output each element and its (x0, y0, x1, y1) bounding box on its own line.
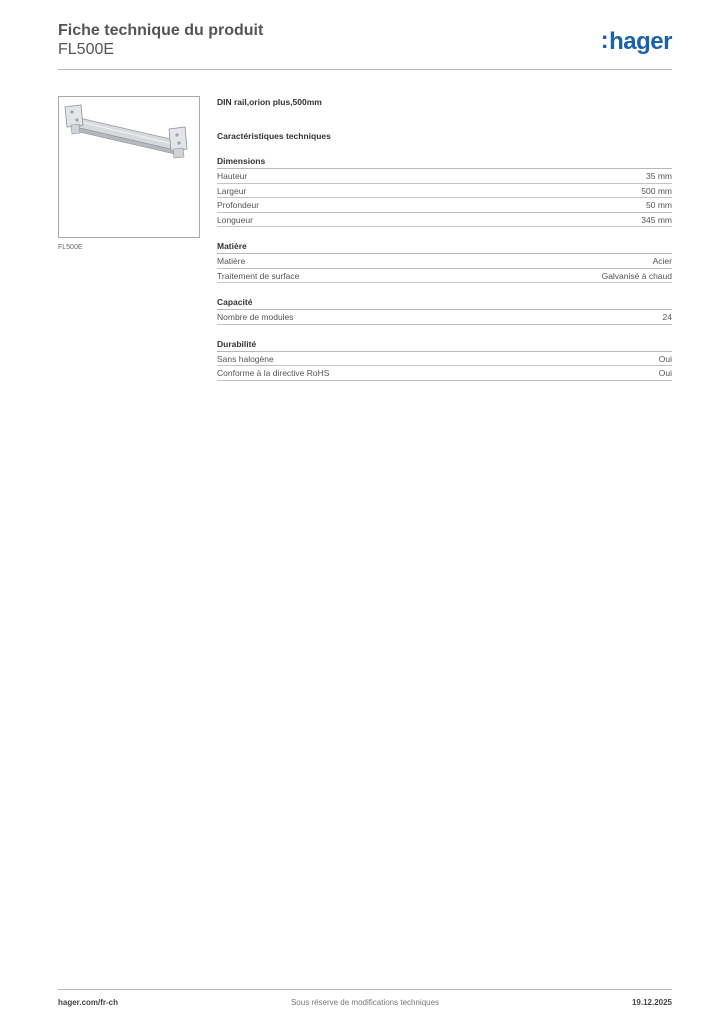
spec-value: Oui (658, 353, 672, 364)
specifications-panel (217, 96, 672, 381)
spec-row (217, 213, 672, 228)
spec-label: Sans halogène (217, 353, 274, 364)
din-rail-product-image (61, 99, 197, 169)
spec-value: 345 mm (641, 214, 672, 225)
spec-row (217, 198, 672, 213)
spec-row (217, 169, 672, 184)
hager-logo: :hager (600, 27, 672, 55)
spec-label: Matière (217, 256, 246, 266)
spec-row (217, 366, 672, 381)
header-divider (58, 69, 672, 70)
spec-label: Conforme à la directive RoHS (217, 368, 330, 378)
spec-label: Profondeur (217, 200, 260, 210)
spec-row (217, 254, 672, 269)
spec-value: 500 mm (641, 185, 672, 196)
group-title: Dimensions (217, 155, 672, 169)
group-title: Durabilité (217, 338, 672, 352)
spec-row (217, 352, 672, 367)
product-image-frame (58, 96, 200, 238)
page-footer (58, 998, 672, 1010)
document-title: Fiche technique du produit (58, 22, 264, 39)
spec-label: Traitement de surface (217, 270, 300, 281)
spec-value: 35 mm (646, 171, 672, 181)
spec-value: Oui (658, 368, 672, 378)
spec-value: Acier (652, 256, 672, 266)
spec-group-dimensions (217, 155, 672, 227)
spec-value: 24 (662, 312, 672, 322)
logo-text: hager (609, 28, 672, 55)
product-description: DIN rail,orion plus,500mm (217, 97, 322, 107)
spec-group-capacity (217, 296, 672, 325)
footer-date: 19.12.2025 (631, 998, 672, 1007)
page-header (58, 22, 672, 70)
footer-divider (58, 989, 672, 990)
spec-value: Galvanisé à chaud (601, 270, 672, 281)
spec-label: Longueur (217, 214, 253, 225)
image-caption: FL500E (58, 244, 83, 251)
footer-disclaimer: Sous réserve de modifications techniques (290, 998, 440, 1007)
product-code: FL500E (58, 41, 115, 58)
spec-row (217, 184, 672, 199)
spec-label: Largeur (217, 185, 247, 196)
spec-label: Hauteur (217, 171, 248, 181)
spec-value: 50 mm (646, 200, 672, 210)
spec-row (217, 269, 672, 284)
spec-label: Nombre de modules (217, 312, 294, 322)
section-title-technical: Caractéristiques techniques (217, 131, 331, 141)
group-title: Capacité (217, 296, 672, 310)
spec-group-durability (217, 338, 672, 381)
footer-website-link[interactable]: hager.com/fr-ch (58, 998, 119, 1007)
spec-row (217, 310, 672, 325)
group-title: Matière (217, 240, 672, 254)
spec-group-material (217, 240, 672, 283)
